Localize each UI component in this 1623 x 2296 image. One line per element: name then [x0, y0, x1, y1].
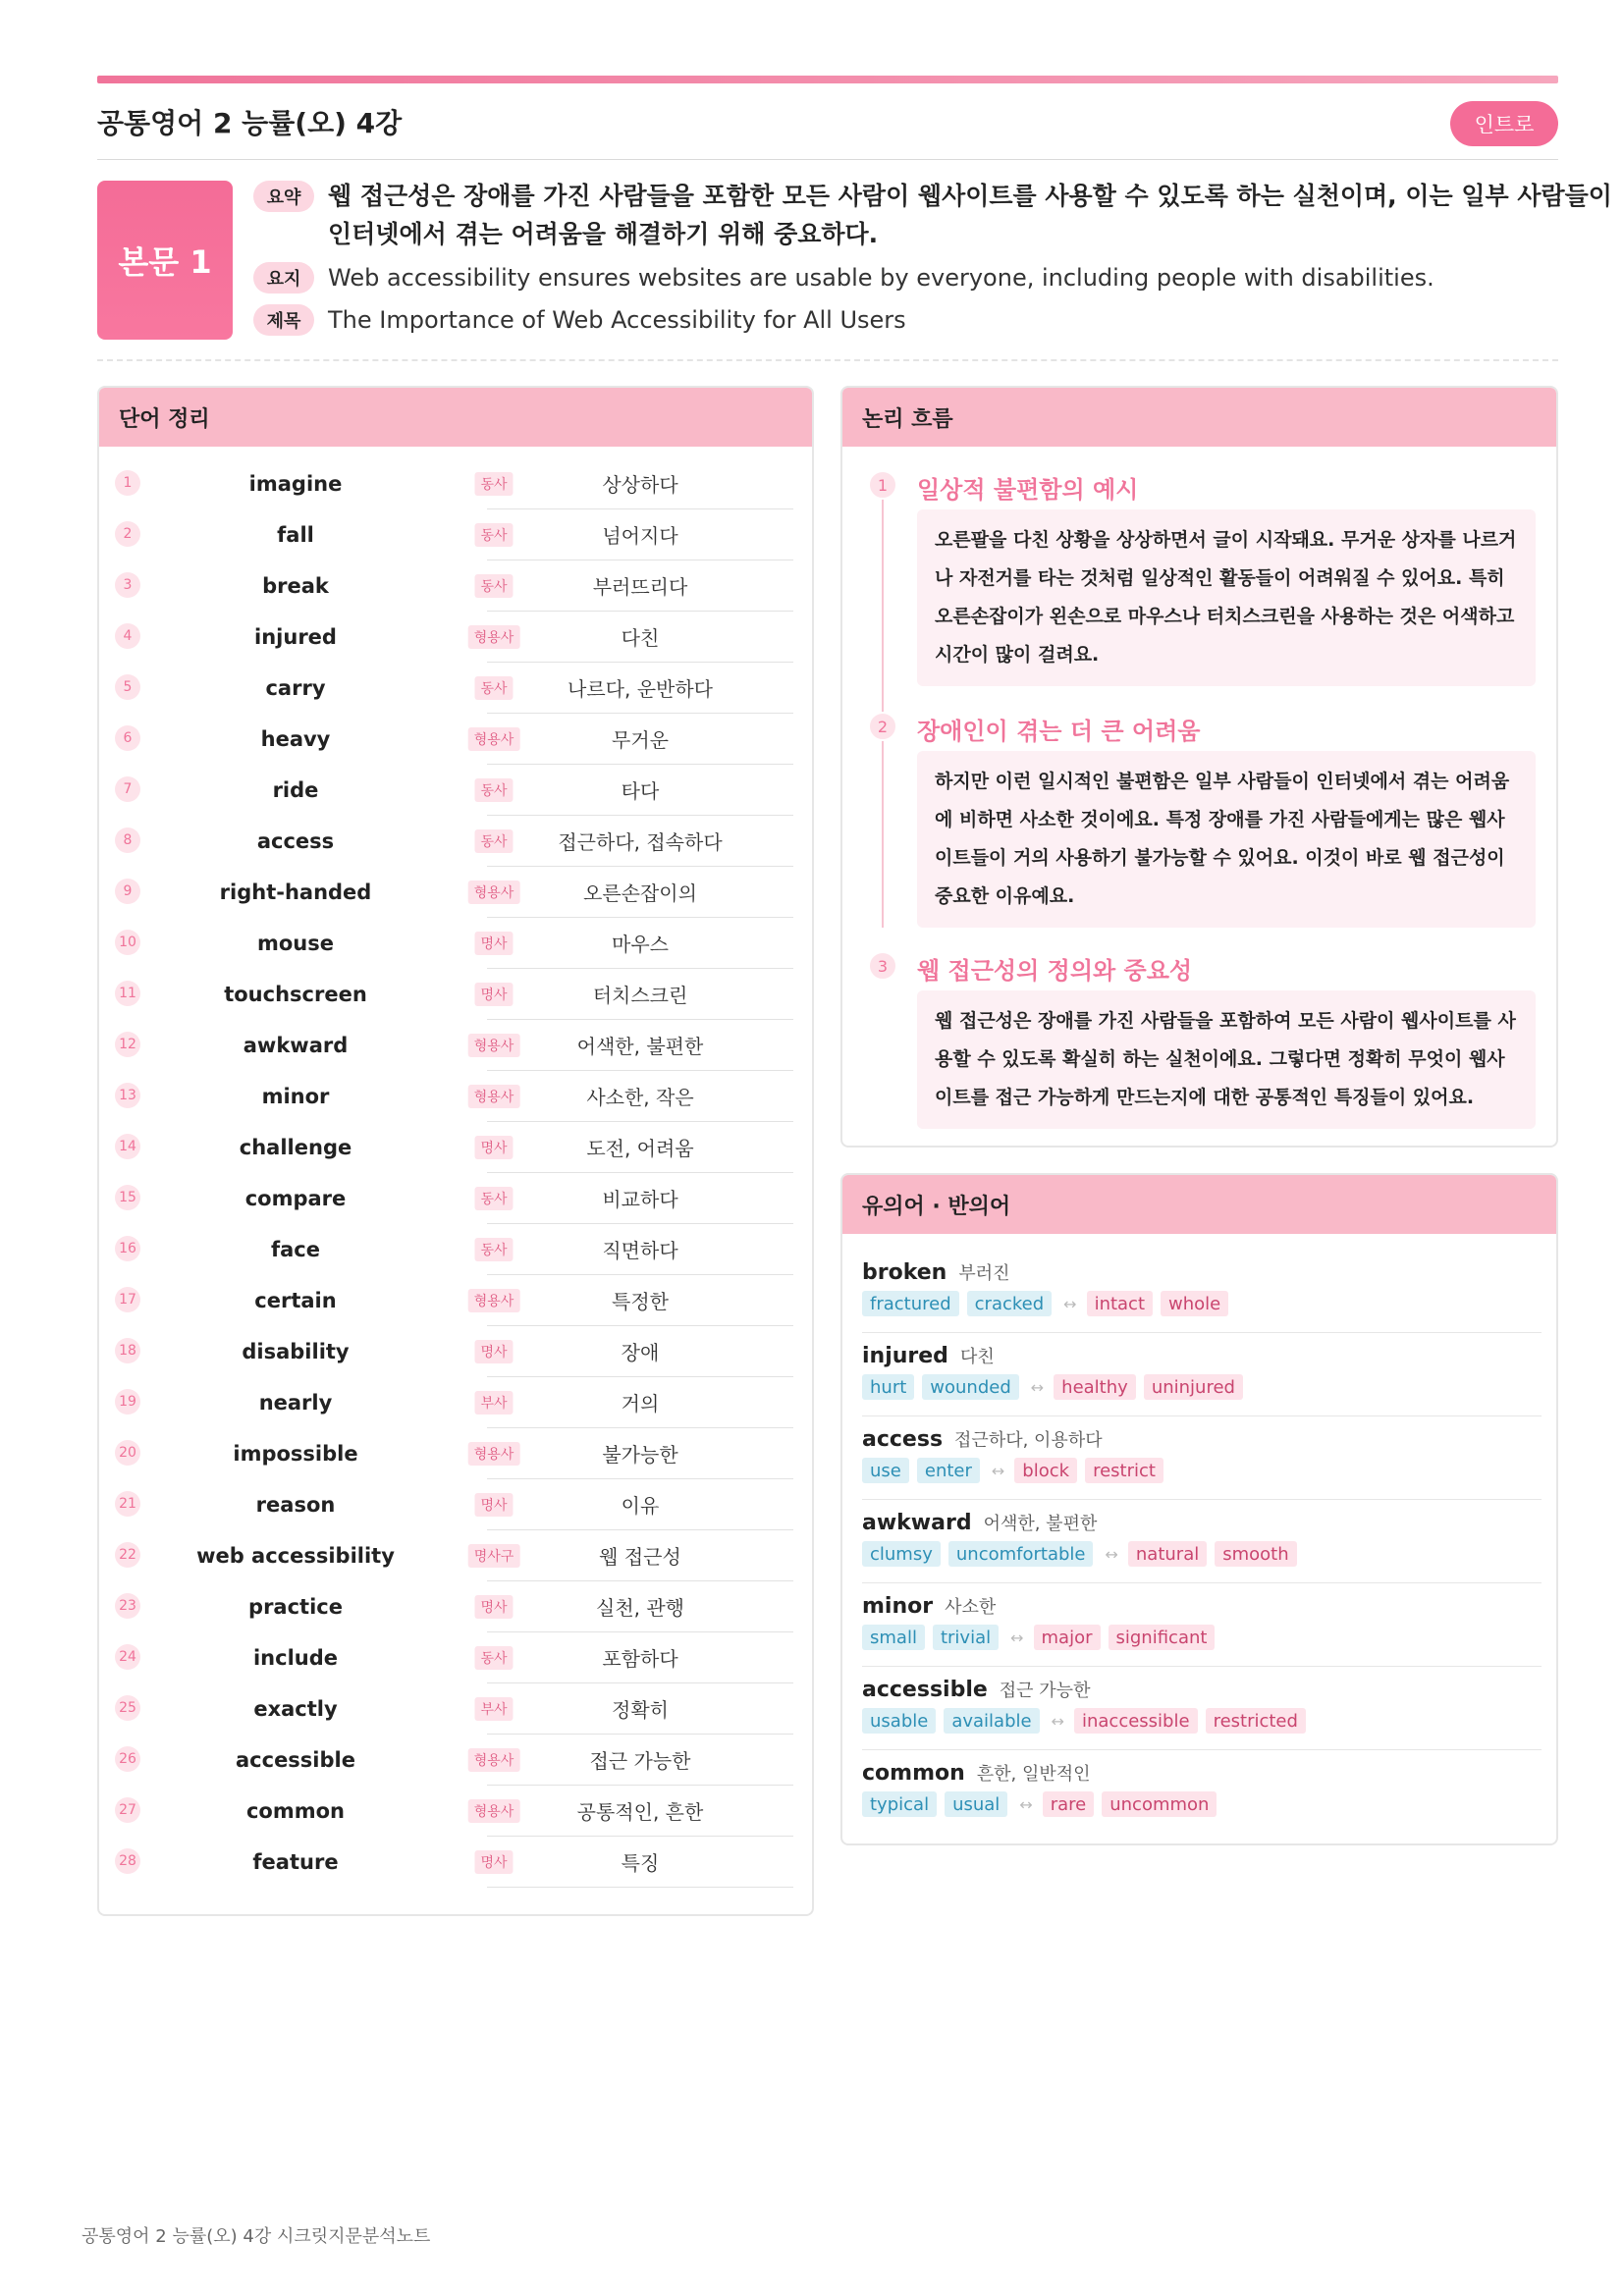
opposite-arrow-icon: ↔ [1105, 1544, 1118, 1564]
vocab-number: 16 [115, 1236, 140, 1261]
vocab-number: 4 [115, 623, 140, 649]
vocab-word: disability [242, 1340, 350, 1363]
vocab-meaning: 사소한, 작은 [487, 1071, 793, 1122]
part-of-speech-badge: 형용사 [468, 727, 520, 751]
synonym-item [862, 1583, 1542, 1667]
logic-step-heading: 장애인이 겪는 더 큰 어려움 [917, 718, 1201, 745]
summary-divider [97, 359, 1558, 361]
vocab-word: right-handed [219, 881, 372, 904]
vocab-row [99, 561, 814, 612]
vocab-row [99, 1479, 814, 1530]
vocab-number: 20 [115, 1440, 140, 1466]
vocab-row [99, 1632, 814, 1683]
antonym-chip: inaccessible [1074, 1708, 1198, 1734]
logic-flow-panel [840, 386, 1558, 1148]
vocab-number: 25 [115, 1695, 140, 1721]
part-of-speech-badge: 명사구 [468, 1544, 520, 1568]
gist-tag: 요지 [253, 262, 314, 294]
synonym-chips [862, 1291, 1236, 1316]
part-of-speech-badge: 동사 [474, 829, 513, 853]
vocab-row [99, 1530, 814, 1581]
part-of-speech-badge: 형용사 [468, 1748, 520, 1772]
synonym-chips [862, 1541, 1305, 1567]
antonym-chip: restrict [1085, 1458, 1163, 1483]
header-divider [97, 159, 1558, 160]
vocab-row [99, 1326, 814, 1377]
vocab-row [99, 1275, 814, 1326]
vocab-word: carry [265, 676, 326, 700]
vocab-row [99, 663, 814, 714]
vocab-word: nearly [258, 1391, 333, 1415]
vocab-meaning: 어색한, 불편한 [487, 1020, 793, 1071]
synonym-chip: small [862, 1625, 925, 1650]
summary-text: 웹 접근성은 장애를 가진 사람들을 포함한 모든 사람이 웹사이트를 사용할 수 있도록 하는 실천이며, 이는 일부 사람들이 인터넷에서 겪는 어려움을 해결하기 위해 중요하다. [328, 182, 1612, 248]
vocab-meaning: 접근 가능한 [487, 1735, 793, 1786]
vocab-meaning: 웹 접근성 [487, 1530, 793, 1581]
antonym-chip: uninjured [1144, 1374, 1243, 1400]
vocab-number: 10 [115, 930, 140, 955]
vocab-row [99, 612, 814, 663]
logic-step-number: 2 [868, 712, 897, 741]
vocab-word: challenge [239, 1136, 352, 1159]
logic-step-number: 3 [868, 951, 897, 981]
synonym-word: awkward [862, 1511, 972, 1535]
vocab-number: 14 [115, 1134, 140, 1159]
vocab-row [99, 1122, 814, 1173]
title-tag: 제목 [253, 304, 314, 336]
synonym-item [862, 1333, 1542, 1416]
synonym-chips [862, 1458, 1171, 1483]
synonym-head [862, 1426, 1103, 1452]
antonym-chip: block [1014, 1458, 1077, 1483]
synonym-word: minor [862, 1594, 934, 1619]
vocab-number: 11 [115, 981, 140, 1006]
synonym-chip: wounded [922, 1374, 1018, 1400]
opposite-arrow-icon: ↔ [1051, 1711, 1064, 1731]
body-section-badge: 본문 1 [97, 181, 233, 340]
logic-timeline-line [882, 486, 884, 928]
vocab-word: compare [244, 1187, 347, 1210]
vocab-word: ride [272, 778, 319, 802]
synonym-antonym-panel [840, 1173, 1558, 1845]
part-of-speech-badge: 명사 [474, 1595, 513, 1619]
synonym-item [862, 1500, 1542, 1583]
vocab-number: 27 [115, 1797, 140, 1823]
gist-text: Web accessibility ensures websites are usable by everyone, including people with disabilities. [328, 264, 1434, 292]
synonym-meaning: 접근하다, 이용하다 [954, 1430, 1103, 1451]
synonym-head [862, 1259, 1010, 1285]
vocab-meaning: 특정한 [487, 1275, 793, 1326]
vocab-panel-title: 단어 정리 [99, 388, 812, 447]
part-of-speech-badge: 형용사 [468, 625, 520, 649]
synonym-chip: fractured [862, 1291, 959, 1316]
part-of-speech-badge: 형용사 [468, 881, 520, 904]
logic-panel-title: 논리 흐름 [842, 388, 1556, 447]
vocab-meaning: 마우스 [487, 918, 793, 969]
logic-step-heading: 웹 접근성의 정의와 중요성 [917, 957, 1193, 985]
opposite-arrow-icon: ↔ [1063, 1294, 1077, 1313]
part-of-speech-badge: 명사 [474, 1850, 513, 1874]
antonym-chip: smooth [1215, 1541, 1296, 1567]
vocab-number: 23 [115, 1593, 140, 1619]
synonym-word: access [862, 1427, 944, 1452]
antonym-chip: uncommon [1102, 1791, 1217, 1817]
vocab-meaning: 특징 [487, 1837, 793, 1888]
vocab-row [99, 1428, 814, 1479]
vocab-word: accessible [236, 1748, 355, 1772]
vocab-number: 17 [115, 1287, 140, 1312]
vocab-row [99, 1020, 814, 1071]
vocab-number: 12 [115, 1032, 140, 1057]
vocab-number: 8 [115, 828, 140, 853]
summary-tag: 요약 [253, 181, 314, 212]
antonym-chip: significant [1109, 1625, 1216, 1650]
part-of-speech-badge: 동사 [474, 1646, 513, 1670]
antonym-chip: rare [1043, 1791, 1095, 1817]
synonym-word: common [862, 1761, 965, 1786]
vocab-row [99, 1377, 814, 1428]
synonym-item [862, 1750, 1542, 1834]
synonym-chip: hurt [862, 1374, 914, 1400]
summary-row-yoji [253, 262, 1434, 294]
logic-step-body: 웹 접근성은 장애를 가진 사람들을 포함하여 모든 사람이 웹사이트를 사용할 수 있도록 확실히 하는 실천이에요. 그렇다면 정확히 무엇이 웹사이트를 접근 가능하게 만드는지에 대한 공통적인 특징들이 있어요. [917, 990, 1536, 1129]
vocab-meaning: 장애 [487, 1326, 793, 1377]
vocab-number: 3 [115, 572, 140, 598]
synonym-chip: enter [917, 1458, 980, 1483]
part-of-speech-badge: 명사 [474, 932, 513, 955]
vocab-word: injured [254, 625, 337, 649]
part-of-speech-badge: 형용사 [468, 1799, 520, 1823]
vocab-word: web accessibility [196, 1544, 395, 1568]
vocab-row [99, 1735, 814, 1786]
vocab-number: 26 [115, 1746, 140, 1772]
logic-step-body: 오른팔을 다친 상황을 상상하면서 글이 시작돼요. 무거운 상자를 나르거나 자전거를 타는 것처럼 일상적인 활동들이 어려워질 수 있어요. 특히 오른손잡이가 왼손으로 마우스나 터치스크린을 사용하는 것은 어색하고 시간이 많이 걸려요. [917, 509, 1536, 686]
part-of-speech-badge: 부사 [474, 1391, 513, 1415]
summary-row-title [253, 304, 906, 336]
vocab-word: practice [248, 1595, 343, 1619]
antonym-chip: healthy [1054, 1374, 1136, 1400]
vocab-row [99, 867, 814, 918]
vocab-meaning: 나르다, 운반하다 [487, 663, 793, 714]
antonym-chip: major [1034, 1625, 1101, 1650]
part-of-speech-badge: 부사 [474, 1697, 513, 1721]
synonym-chips [862, 1708, 1314, 1734]
synonym-chip: uncomfortable [948, 1541, 1094, 1567]
antonym-chip: intact [1087, 1291, 1153, 1316]
synonym-chip: use [862, 1458, 909, 1483]
opposite-arrow-icon: ↔ [1010, 1628, 1024, 1647]
vocab-row [99, 458, 814, 509]
vocab-number: 2 [115, 521, 140, 547]
page-title: 공통영어 2 능률(오) 4강 [97, 107, 403, 139]
logic-step-heading: 일상적 불편함의 예시 [917, 476, 1139, 504]
vocab-number: 19 [115, 1389, 140, 1415]
vocab-word: touchscreen [224, 983, 367, 1006]
synonym-chips [862, 1374, 1251, 1400]
vocab-meaning: 실천, 관행 [487, 1581, 793, 1632]
vocab-meaning: 타다 [487, 765, 793, 816]
vocab-row [99, 1071, 814, 1122]
synonym-word: broken [862, 1260, 947, 1285]
vocab-row [99, 765, 814, 816]
synonym-chips [862, 1791, 1224, 1817]
vocab-row [99, 1173, 814, 1224]
vocab-meaning: 포함하다 [487, 1632, 793, 1683]
synonym-word: injured [862, 1344, 948, 1368]
synonym-item [862, 1416, 1542, 1500]
synonym-chip: usual [945, 1791, 1007, 1817]
opposite-arrow-icon: ↔ [1030, 1377, 1045, 1397]
synonym-chip: typical [862, 1791, 937, 1817]
vocab-word: feature [252, 1850, 339, 1874]
antonym-chip: whole [1161, 1291, 1228, 1316]
vocab-number: 7 [115, 776, 140, 802]
vocab-word: mouse [256, 932, 334, 955]
synonym-meaning: 접근 가능한 [999, 1681, 1091, 1701]
antonym-chip: restricted [1206, 1708, 1306, 1734]
vocab-meaning: 비교하다 [487, 1173, 793, 1224]
part-of-speech-badge: 동사 [474, 523, 513, 547]
synonym-chip: trivial [933, 1625, 999, 1650]
synonym-chip: usable [862, 1708, 936, 1734]
vocab-meaning: 다친 [487, 612, 793, 663]
vocab-word: awkward [243, 1034, 349, 1057]
vocab-word: certain [254, 1289, 337, 1312]
vocab-meaning: 거의 [487, 1377, 793, 1428]
vocab-row [99, 969, 814, 1020]
synonym-panel-title: 유의어 · 반의어 [842, 1175, 1556, 1234]
vocab-panel [97, 386, 814, 1916]
vocab-meaning: 불가능한 [487, 1428, 793, 1479]
vocab-word: face [271, 1238, 320, 1261]
part-of-speech-badge: 명사 [474, 983, 513, 1006]
vocab-row [99, 1683, 814, 1735]
vocab-word: minor [261, 1085, 330, 1108]
logic-step-number: 1 [868, 470, 897, 500]
synonym-head [862, 1593, 996, 1619]
vocab-word: imagine [248, 472, 343, 496]
vocab-meaning: 접근하다, 접속하다 [487, 816, 793, 867]
vocab-word: break [262, 574, 329, 598]
synonym-meaning: 다친 [959, 1347, 995, 1367]
synonym-head [862, 1510, 1097, 1535]
summary-row-yoyak [253, 181, 1614, 253]
logic-step-body: 하지만 이런 일시적인 불편함은 일부 사람들이 인터넷에서 겪는 어려움에 비하면 사소한 것이에요. 특정 장애를 가진 사람들에게는 많은 웹사이트들이 거의 사용하기 불가능할 수 있어요. 이것이 바로 웹 접근성이 중요한 이유예요. [917, 751, 1536, 928]
title-text: The Importance of Web Accessibility for All Users [328, 306, 906, 334]
vocab-row [99, 1224, 814, 1275]
synonym-chips [862, 1625, 1222, 1650]
vocab-word: fall [277, 523, 314, 547]
vocab-row [99, 1786, 814, 1837]
vocab-word: heavy [260, 727, 331, 751]
vocab-number: 28 [115, 1848, 140, 1874]
synonym-head [862, 1760, 1091, 1786]
vocab-word: access [256, 829, 335, 853]
vocab-meaning: 부러뜨리다 [487, 561, 793, 612]
vocab-meaning: 정확히 [487, 1683, 793, 1735]
opposite-arrow-icon: ↔ [991, 1461, 1005, 1480]
vocab-number: 15 [115, 1185, 140, 1210]
vocab-word: reason [255, 1493, 336, 1517]
vocab-number: 1 [115, 470, 140, 496]
part-of-speech-badge: 동사 [474, 1238, 513, 1261]
top-accent-bar [97, 76, 1558, 83]
vocab-number: 24 [115, 1644, 140, 1670]
synonym-head [862, 1343, 995, 1368]
vocab-meaning: 이유 [487, 1479, 793, 1530]
antonym-chip: natural [1128, 1541, 1207, 1567]
vocab-word: exactly [253, 1697, 338, 1721]
part-of-speech-badge: 동사 [474, 472, 513, 496]
synonym-chip: clumsy [862, 1541, 941, 1567]
vocab-row [99, 714, 814, 765]
synonym-meaning: 흔한, 일반적인 [976, 1764, 1091, 1785]
vocab-number: 13 [115, 1083, 140, 1108]
synonym-meaning: 사소한 [945, 1597, 997, 1618]
vocab-row [99, 1837, 814, 1888]
synonym-chip: cracked [967, 1291, 1053, 1316]
vocab-row [99, 918, 814, 969]
vocab-number: 21 [115, 1491, 140, 1517]
vocab-meaning: 도전, 어려움 [487, 1122, 793, 1173]
vocab-row [99, 509, 814, 561]
vocab-meaning: 무거운 [487, 714, 793, 765]
synonym-item [862, 1250, 1542, 1333]
part-of-speech-badge: 형용사 [468, 1289, 520, 1312]
vocab-meaning: 넘어지다 [487, 509, 793, 561]
part-of-speech-badge: 동사 [474, 676, 513, 700]
vocab-meaning: 오른손잡이의 [487, 867, 793, 918]
intro-badge[interactable]: 인트로 [1450, 101, 1558, 146]
vocab-number: 6 [115, 725, 140, 751]
vocab-meaning: 상상하다 [487, 458, 793, 509]
synonym-meaning: 부러진 [958, 1263, 1010, 1284]
vocab-meaning: 공통적인, 흔한 [487, 1786, 793, 1837]
part-of-speech-badge: 동사 [474, 574, 513, 598]
vocab-row [99, 816, 814, 867]
vocab-row [99, 1581, 814, 1632]
part-of-speech-badge: 명사 [474, 1493, 513, 1517]
part-of-speech-badge: 형용사 [468, 1442, 520, 1466]
part-of-speech-badge: 형용사 [468, 1034, 520, 1057]
vocab-number: 9 [115, 879, 140, 904]
vocab-number: 22 [115, 1542, 140, 1568]
vocab-meaning: 터치스크린 [487, 969, 793, 1020]
part-of-speech-badge: 명사 [474, 1340, 513, 1363]
vocab-word: impossible [233, 1442, 358, 1466]
vocab-meaning: 직면하다 [487, 1224, 793, 1275]
vocab-number: 18 [115, 1338, 140, 1363]
part-of-speech-badge: 명사 [474, 1136, 513, 1159]
synonym-item [862, 1667, 1542, 1750]
opposite-arrow-icon: ↔ [1019, 1794, 1033, 1814]
footer-text: 공통영어 2 능률(오) 4강 시크릿지문분석노트 [81, 2226, 431, 2247]
synonym-meaning: 어색한, 불편한 [983, 1514, 1098, 1534]
vocab-word: include [252, 1646, 339, 1670]
part-of-speech-badge: 동사 [474, 1187, 513, 1210]
synonym-word: accessible [862, 1678, 988, 1702]
synonym-head [862, 1677, 1090, 1702]
vocab-number: 5 [115, 674, 140, 700]
part-of-speech-badge: 형용사 [468, 1085, 520, 1108]
synonym-chip: available [944, 1708, 1039, 1734]
part-of-speech-badge: 동사 [474, 778, 513, 802]
vocab-word: common [245, 1799, 346, 1823]
